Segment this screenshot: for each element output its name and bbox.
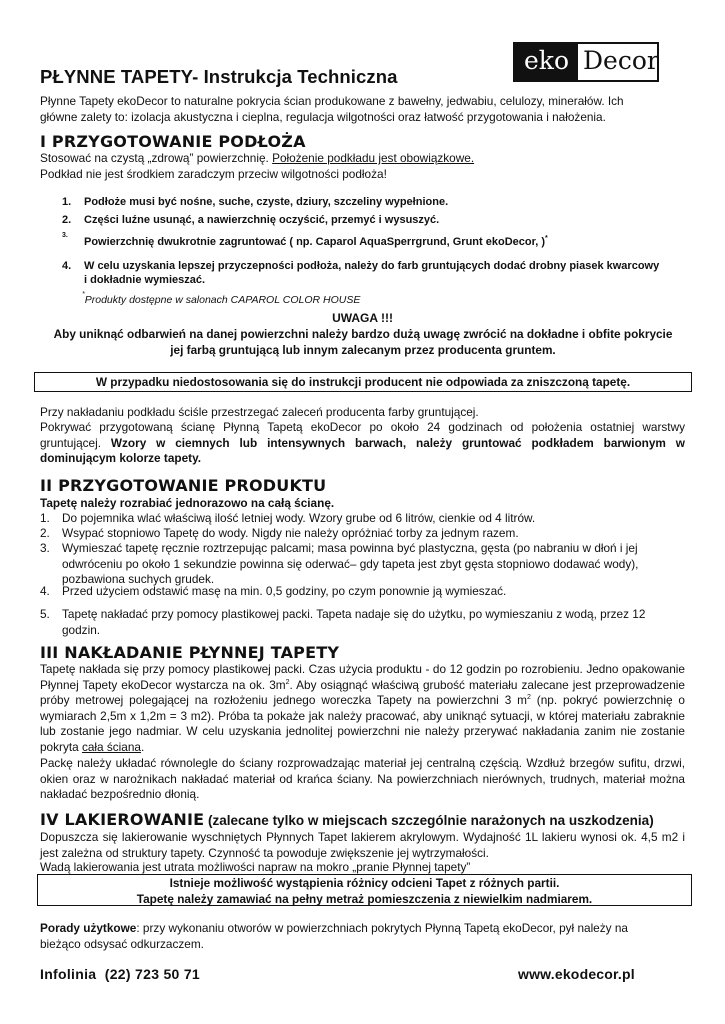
primer-note: Przy nakładaniu podkładu ściśle przestrzegać zaleceń producenta farby gruntującej. [40, 405, 479, 419]
section1-line1 [40, 151, 680, 167]
list-item [62, 195, 682, 209]
footer-infolinia: Infolinia (22) 723 50 71 [40, 966, 201, 982]
list-item-number: 4. [62, 260, 72, 272]
section4-last-line: Wadą lakierowania jest utrata możliwości napraw na mokro „pranie Płynnej tapety” [40, 860, 471, 874]
warning-title: UWAGA !!! [332, 311, 393, 325]
list-item [62, 213, 682, 227]
section3-paragraph2: Packę należy układać równolegle do ściany rozprowadzając materiał jej centralną częścią. Wzdłuż brzegów sufitu, drzwi, okien oraz w narożnikach nakładać materiał od krańca ściany. Na powierzchniach nierównych, trudnych, materiał można nakładać bezpośrednio dłonią. [40, 756, 685, 802]
intro-paragraph: Płynne Tapety ekoDecor to naturalne pokrycia ścian produkowane z bawełny, jedwabiu, celulozy, minerałów. Ich główne zalety to: izolacja akustyczna i cieplna, regulacja wilgotności oraz łatwość przygotowania i nałożenia. [40, 94, 624, 124]
section1-line1-text: Stosować na czystą „zdrową” powierzchnię. [40, 151, 273, 165]
footer-website[interactable]: www.ekodecor.pl [518, 966, 635, 982]
list-item-number: 3. [62, 232, 68, 239]
list-item-number: 3. [40, 541, 50, 555]
tips-paragraph [40, 921, 660, 952]
section1-list [62, 195, 682, 295]
section3-text: Tapetę nakłada się przy pomocy plastikowej packi. Czas użycia produktu - do 12 godzin po rozrobieniu. Jedno opakowanie Płynnej Tapety ekoDecor wystarcza na ok. 3m [40, 662, 685, 692]
list-item [40, 584, 685, 600]
notice-box [37, 874, 692, 906]
list-item-number: 1. [40, 511, 50, 525]
section3-text: (np. pokryć powierzchnię o wymiarach 2,5m x 1,2m = 3 m2). Próba ta pokaże jak należy pracować, aby uniknąć sytuacji, w której materiału zabraknie lub zostanie jego nadmiar. W celu uzyskania jednolitej powierzchni nie należy przerywać nakładania zanim nie zostanie pokryta [40, 693, 685, 754]
list-item-number: 4. [40, 584, 50, 598]
primer-text: Pokrywać przygotowaną ścianę Płynną Tapetą ekoDecor po około 24 godzinach od położenia ostatniej warstwy gruntującej. [40, 420, 685, 450]
primer-bold-text: Wzory w ciemnych lub intensywnych barwach, należy gruntować podkładem barwionym w dominującym kolorze tapety. [40, 435, 685, 466]
section4-paragraph: Dopuszcza się lakierowanie wyschniętych Płynnych Tapet lakierem akrylowym. Wydajność 1L lakieru wynosi ok. 4,5 m2 i jest zależna od struktury tapety. Czynność ta powoduje zwiększenie jej wytrzymałości. [40, 830, 685, 860]
page-title: PŁYNNE TAPETY- Instrukcja Techniczna [40, 66, 398, 87]
list-item-text: Powierzchnię dwukrotnie zagruntować ( np. Caparol AquaSperrgrund, Grunt ekoDecor, ) [84, 236, 546, 248]
superscript: 2 [285, 678, 290, 686]
section2-list [40, 511, 685, 636]
section1-line1-underlined: Położenie podkładu jest obowiązkowe. [272, 151, 475, 165]
section3-paragraph1 [40, 662, 685, 756]
section3-text: . [141, 739, 145, 754]
list-item-number: 1. [62, 196, 72, 208]
section2-subheading: Tapetę należy rozrabiać jednorazowo na całą ścianę. [40, 496, 335, 510]
list-item [40, 541, 685, 589]
list-item [40, 511, 685, 527]
list-item [62, 231, 682, 251]
section3-text: . Aby osiągnąć właściwą grubość materiału zalecane jest przeprowadzenie próby metrowej polegającej na rozłożeniu jednego woreczka Tapety na powierzchni 3 m [40, 677, 685, 708]
list-item-text: Wsypać stopniowo Tapetę do wody. Nigdy nie należy opróżniać torby za jednym razem. [62, 526, 519, 540]
list-item-text: Podłoże musi być nośne, suche, czyste, dziury, szczeliny wypełnione. [84, 196, 449, 208]
list-item-text: Części luźne usunąć, a nawierzchnię oczyścić, przemyć i wysuszyć. [84, 214, 440, 226]
primer-paragraph [40, 420, 685, 467]
section3-underlined: cała ściana [81, 739, 141, 754]
tips-label: Porady użytkowe [40, 921, 137, 935]
tips-text: : przy wykonaniu otworów w powierzchniach pokrytych Płynną Tapetą ekoDecor, pył należy na bieżąco odsysać odkurzaczem. [40, 921, 628, 951]
disclaimer-box: W przypadku niedostosowania się do instrukcji producent nie odpowiada za zniszczoną tapetę. [34, 372, 692, 392]
notice-line: Tapetę należy zamawiać na pełny metraż pomieszczenia z niewielkim nadmiarem. [136, 891, 593, 906]
list-item [40, 526, 685, 542]
list-item-text: Do pojemnika wlać właściwą ilość letniej wody. Wzory grube od 6 litrów, cienkie od 4 litrów. [62, 511, 536, 525]
list-item [40, 607, 685, 639]
list-item-number: 2. [40, 526, 50, 540]
brand-logo [513, 42, 659, 82]
logo-decor: Decor [583, 46, 659, 75]
footnote-marker: * [545, 235, 548, 242]
footnote-marker: * [82, 291, 85, 298]
section1-heading: I PRZYGOTOWANIE PODŁOŻA [40, 132, 306, 151]
section4-title: IV LAKIEROWANIE [40, 810, 205, 829]
section3-heading: III NAKŁADANIE PŁYNNEJ TAPETY [40, 643, 340, 662]
section4-subtitle: (zalecane tylko w miejscach szczególnie narażonych na uszkodzenia) [204, 813, 654, 828]
footnote-text: Produkty dostępne w salonach CAPAROL COLOR HOUSE [84, 294, 361, 306]
superscript: 2 [527, 694, 531, 702]
section2-heading: II PRZYGOTOWANIE PRODUKTU [40, 476, 327, 495]
list-item [62, 259, 682, 289]
footnote [82, 291, 361, 306]
list-item-text: Wymieszać tapetę ręcznie roztrzepując palcami; masa powinna być plastyczna, gęsta (po nabraniu w dłoń i jej odwróceniu po około 1 sekundzie powinna się oderwać– gdy tapeta jest zbyt gęsta stopniowo dodawać wody), pozbawiona suchych grudek. [62, 541, 639, 587]
list-item-number: 2. [62, 214, 72, 226]
list-item-number: 5. [40, 607, 50, 621]
list-item-text: W celu uzyskania lepszej przyczepności podłoża, należy do farb gruntujących dodać drobny piasek kwarcowy i dokładnie wymieszać. [84, 260, 660, 286]
section1-line2: Podkład nie jest środkiem zaradczym przeciw wilgotności podłoża! [40, 167, 387, 181]
logo-eko: eko [515, 44, 578, 80]
section4-heading [40, 810, 654, 830]
list-item-text: Tapetę nakładać przy pomocy plastikowej packi. Tapeta nadaje się do użytku, po wymieszaniu z wodą, przez 12 godzin. [62, 607, 646, 637]
list-item-text: Przed użyciem odstawić masę na min. 0,5 godziny, po czym ponownie ją wymieszać. [62, 584, 507, 598]
notice-line: Istnieje możliwość wystąpienia różnicy odcieni Tapet z różnych partii. [169, 876, 560, 890]
warning-text: Aby uniknąć odbarwień na danej powierzchni należy bardzo dużą uwagę zwrócić na dokładne i obfite pokrycie jej farbą gruntującą lub innym zalecanym przez producenta gruntem. [53, 327, 673, 357]
